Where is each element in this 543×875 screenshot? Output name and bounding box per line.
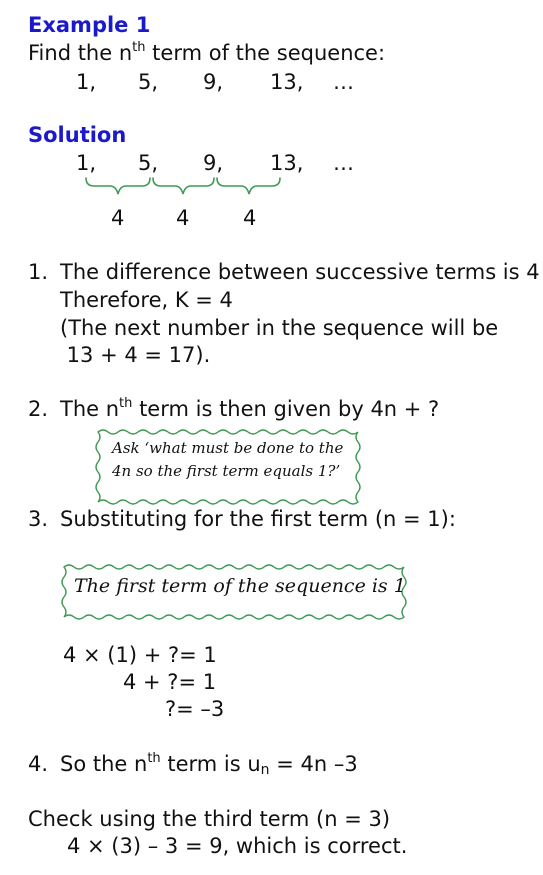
solution-title: Solution xyxy=(28,123,127,147)
sequence-term-1: 1, xyxy=(76,70,97,94)
step-2-number: 2. xyxy=(28,397,49,421)
equation-line-1: 4 × (1) + ?= 1 xyxy=(63,643,217,667)
difference-3: 4 xyxy=(243,206,257,230)
equation-line-3: ?= –3 xyxy=(165,697,225,721)
solution-term-2: 5, xyxy=(138,151,159,175)
example-title: Example 1 xyxy=(28,13,151,37)
note-3-text: The first term of the sequence is 1 xyxy=(74,575,406,597)
example-prompt: Find the $n^{th}$ term of the sequence: xyxy=(28,40,386,65)
sequence-term-4: 13, xyxy=(270,70,304,94)
step-2-text: The $n^{th}$ term is then given by 4n + ? xyxy=(60,396,440,421)
equation-line-2: 4 + ?= 1 xyxy=(123,670,217,694)
sequence-term-2: 5, xyxy=(138,70,159,94)
solution-term-1: 1, xyxy=(76,151,97,175)
step-1-number: 1. xyxy=(28,260,49,284)
step-1-line-4: 13 + 4 = 17). xyxy=(60,343,211,367)
check-line-1: Check using the third term (n = 3) xyxy=(28,807,391,831)
note-2-line-2: 4n so the first term equals 1?’ xyxy=(112,462,341,480)
difference-2: 4 xyxy=(176,206,190,230)
step-4-text: So the $n^{th}$ term is $u_n = 4n$ –3 xyxy=(60,751,358,778)
step-4-number: 4. xyxy=(28,752,49,776)
note-2-line-1: Ask ‘what must be done to the xyxy=(112,439,344,457)
step-1-line-2: Therefore, K = 4 xyxy=(60,288,233,312)
step-3-text: Substituting for the first term (n = 1): xyxy=(60,507,456,531)
step-1-line-1: The difference between successive terms is 4 xyxy=(60,260,540,284)
solution-term-4: 13, xyxy=(270,151,304,175)
solution-term-3: 9, xyxy=(203,151,224,175)
check-line-2: 4 × (3) – 3 = 9, which is correct. xyxy=(67,834,408,858)
sequence-term-3: 9, xyxy=(203,70,224,94)
solution-ellipsis: … xyxy=(333,151,354,175)
sequence-ellipsis: … xyxy=(333,70,354,94)
difference-1: 4 xyxy=(111,206,125,230)
step-1-line-3: (The next number in the sequence will be xyxy=(60,316,499,340)
step-3-number: 3. xyxy=(28,507,49,531)
